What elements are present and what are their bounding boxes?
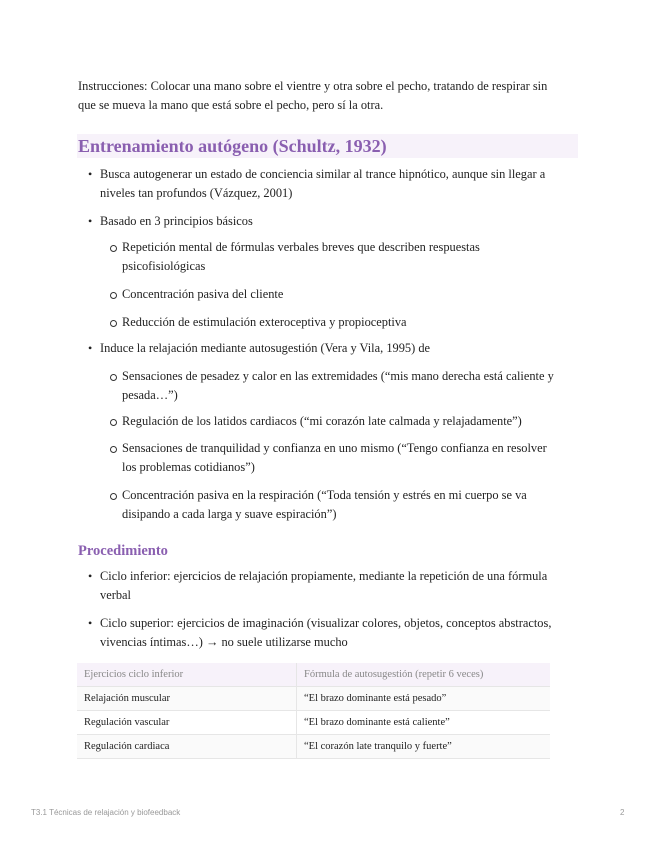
sub-bullet-2-3: Reducción de estimulación exteroceptiva y propioceptiva bbox=[122, 315, 407, 329]
sub-bullet-3-2: Regulación de los latidos cardiacos (“mi corazón late calmada y relajadamente”) bbox=[122, 414, 522, 428]
sub-bullet-3-1-line-1: Sensaciones de pesadez y calor en las extremidades (“mis mano derecha está caliente y bbox=[122, 369, 554, 383]
sub-bullet-2-1-line-1: Repetición mental de fórmulas verbales breves que describen respuestas bbox=[122, 240, 480, 254]
intro-paragraph bbox=[78, 77, 573, 115]
table-cell: Relajación muscular bbox=[77, 687, 297, 711]
sub-bullet-circle bbox=[110, 446, 117, 453]
table-cell: “El brazo dominante está pesado” bbox=[297, 687, 551, 711]
table-header-cell: Ejercicios ciclo inferior bbox=[77, 663, 297, 687]
intro-line-2: que se mueva la mano que está sobre el pecho, pero sí la otra. bbox=[78, 98, 384, 112]
exercises-table bbox=[77, 663, 550, 759]
section-heading: Entrenamiento autógeno (Schultz, 1932) bbox=[77, 134, 578, 158]
sub-bullet-circle bbox=[110, 292, 117, 299]
table-cell: Regulación cardiaca bbox=[77, 735, 297, 759]
table-header-row bbox=[77, 663, 550, 687]
bullet-1-line-2: niveles tan profundos (Vázquez, 2001) bbox=[100, 186, 293, 200]
table-cell: “El brazo dominante está caliente” bbox=[297, 711, 551, 735]
bullet-1-line-1: Busca autogenerar un estado de conciencia similar al trance hipnótico, aunque sin llegar a bbox=[100, 167, 546, 181]
bullet-3-text: Induce la relajación mediante autosugestión (Vera y Vila, 1995) de bbox=[100, 341, 431, 355]
sub-bullet-circle bbox=[110, 245, 117, 252]
table-cell: “El corazón late tranquilo y fuerte” bbox=[297, 735, 551, 759]
procedure-bullet-2-line-1: Ciclo superior: ejercicios de imaginación (visualizar colores, objetos, conceptos abstractos, bbox=[100, 616, 552, 630]
bullet-dot: • bbox=[88, 569, 93, 583]
sub-bullet-circle bbox=[110, 493, 117, 500]
sub-bullet-3-3-line-2: los problemas cotidianos”) bbox=[122, 460, 255, 474]
sub-bullet-circle bbox=[110, 419, 117, 426]
bullet-dot: • bbox=[88, 616, 93, 630]
table-row bbox=[77, 735, 550, 759]
table-header-cell: Fórmula de autosugestión (repetir 6 veces) bbox=[297, 663, 551, 687]
intro-line-1: Instrucciones: Colocar una mano sobre el vientre y otra sobre el pecho, tratando de respirar sin bbox=[78, 79, 548, 93]
sub-bullet-2-1-line-2: psicofisiológicas bbox=[122, 259, 206, 273]
footer-title: T3.1 Técnicas de relajación y biofeedback bbox=[31, 808, 181, 817]
procedure-bullet-2-line-2: vivencias íntimas…) → no suele utilizarse mucho bbox=[100, 635, 348, 649]
sub-bullet-3-1-line-2: pesada…”) bbox=[122, 388, 178, 402]
sub-bullet-2-2: Concentración pasiva del cliente bbox=[122, 287, 284, 301]
table-cell: Regulación vascular bbox=[77, 711, 297, 735]
sub-bullet-3-3-line-1: Sensaciones de tranquilidad y confianza en uno mismo (“Tengo confianza en resolver bbox=[122, 441, 547, 455]
sub-bullet-circle bbox=[110, 374, 117, 381]
bullet-dot: • bbox=[88, 214, 93, 228]
table-row bbox=[77, 711, 550, 735]
procedure-bullet-1-line-2: verbal bbox=[100, 588, 131, 602]
procedure-bullet-1-line-1: Ciclo inferior: ejercicios de relajación propiamente, mediante la repetición de una fórmula bbox=[100, 569, 548, 583]
table-row bbox=[77, 687, 550, 711]
sub-bullet-3-4-line-2: disipando a cada larga y suave espiración”) bbox=[122, 507, 337, 521]
bullet-dot: • bbox=[88, 167, 93, 181]
sub-bullet-3-4-line-1: Concentración pasiva en la respiración (“Toda tensión y estrés en mi cuerpo se va bbox=[122, 488, 527, 502]
page-number: 2 bbox=[620, 808, 625, 817]
procedure-heading: Procedimiento bbox=[78, 543, 168, 559]
bullet-2-text: Basado en 3 principios básicos bbox=[100, 214, 253, 228]
sub-bullet-circle bbox=[110, 320, 117, 327]
bullet-dot: • bbox=[88, 341, 93, 355]
